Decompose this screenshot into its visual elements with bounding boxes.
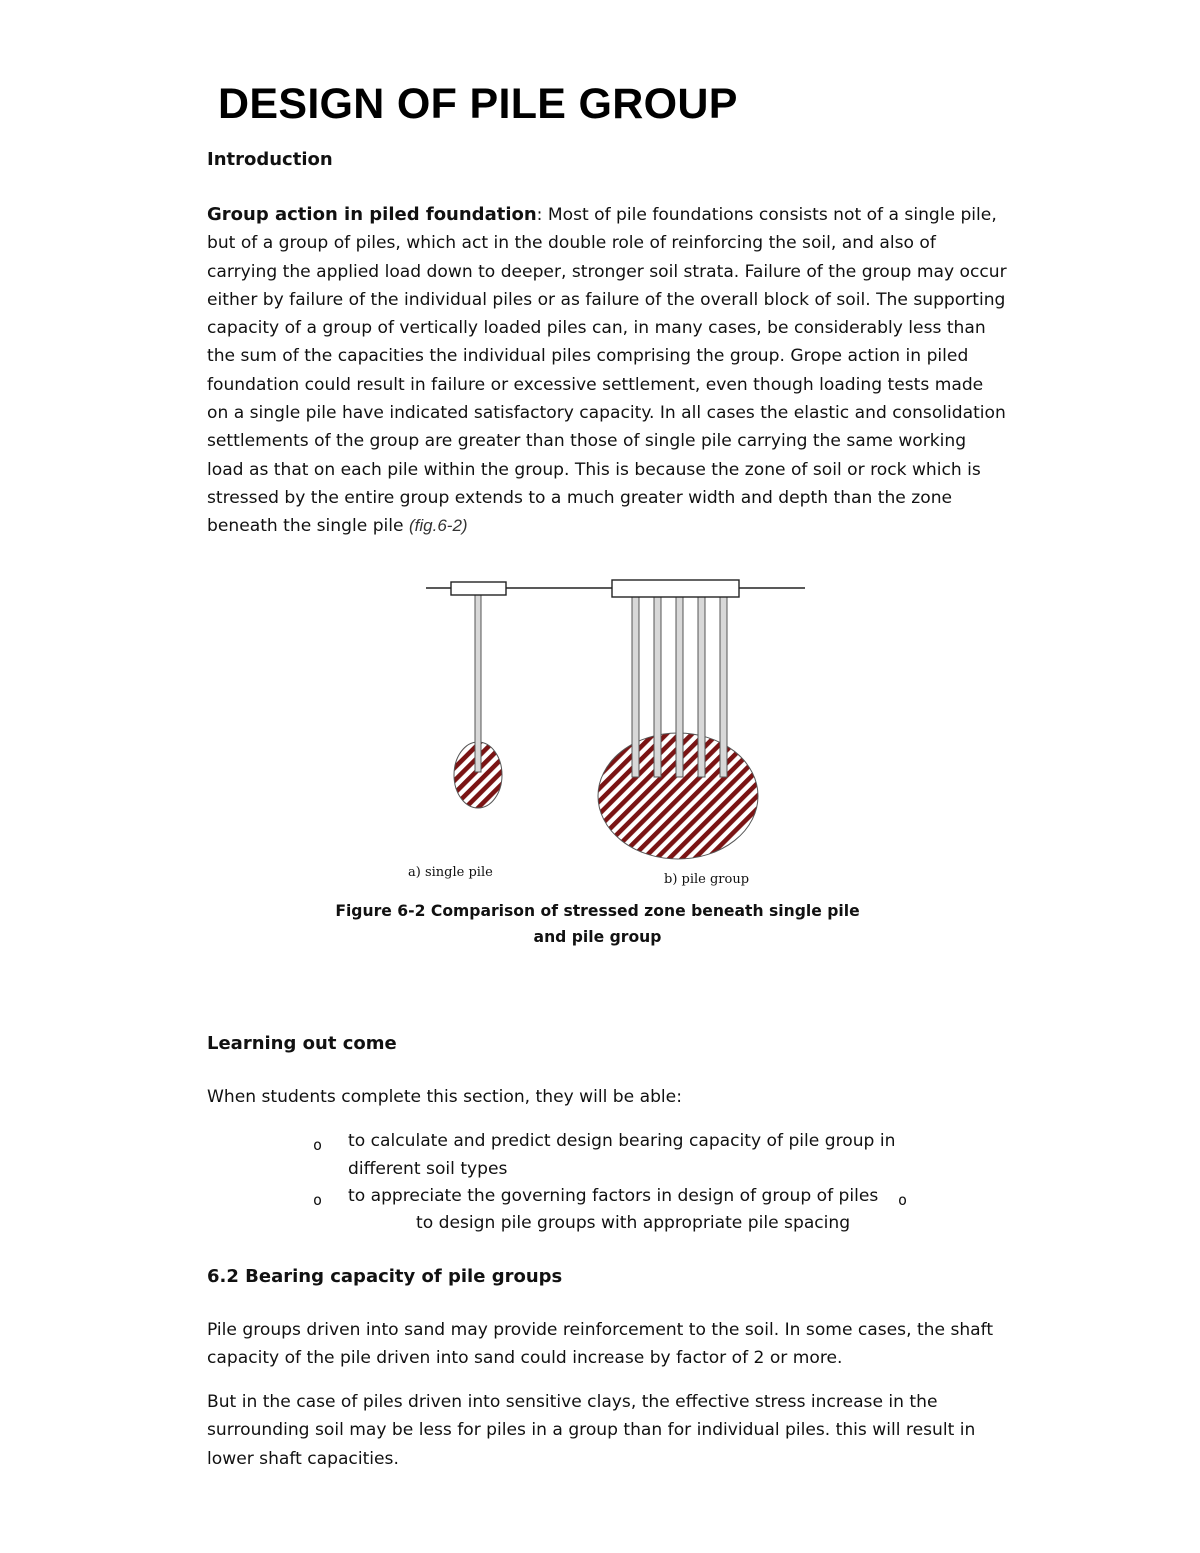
group-action-lead: Group action in piled foundation (207, 204, 537, 225)
label-pile-group: b) pile group (664, 872, 750, 887)
group-pile-shaft (632, 595, 639, 777)
bullet-marker: o (898, 1191, 908, 1209)
bullet-marker: o (313, 1191, 323, 1209)
list-item: to appreciate the governing factors in design of group of piles (348, 1186, 879, 1206)
pile-group-cap (612, 580, 739, 597)
learning-outcome-heading: Learning out come (207, 1033, 397, 1054)
group-pile-shaft (698, 595, 705, 777)
introduction-text: : Most of pile foundations consists not of a single pile, but of a group of piles, which act in the double role of reinforcing the soil, and also of carrying the applied load down to deeper, stronger soil strata. Failure of the group may occur either by failure of the individual piles or as failure of the overall block of soil. The supporting capacity of a group of vertically loaded piles can, in many cases, be considerably less than the sum of the capacities the individual piles comprising the group. Grope action in piled foundation could result in failure or excessive settlement, even though loading tests made on a single pile have indicated satisfactory capacity. In all cases the elastic and consolidation settlements of the group are greater than those of single pile carrying the same working load as that on each pile within the group. This is because the zone of soil or rock which is stressed by the entire group extends to a much greater width and depth than the zone beneath the single pile (207, 205, 1007, 537)
pile-comparison-figure (420, 570, 820, 900)
introduction-heading: Introduction (207, 149, 333, 170)
group-pile-shaft (676, 595, 683, 777)
group-pile-shaft (654, 595, 661, 777)
learning-intro: When students complete this section, they will be able: (207, 1087, 682, 1107)
figure-caption (300, 898, 895, 950)
single-pile-shaft (475, 594, 481, 772)
caption-line-2: and pile group (533, 928, 662, 946)
list-item: to calculate and predict design bearing capacity of pile group in (348, 1131, 896, 1151)
list-item: different soil types (348, 1159, 508, 1179)
bullet-marker: o (313, 1136, 323, 1154)
section-6-2-paragraph-2: But in the case of piles driven into sensitive clays, the effective stress increase in the surrounding soil may be less for piles in a group than for individual piles. this will result in lower shaft capacities. (207, 1392, 976, 1469)
group-pile-shaft (720, 595, 727, 777)
label-single-pile: a) single pile (408, 865, 493, 880)
introduction-paragraph (207, 201, 1007, 541)
list-item: to design pile groups with appropriate pile spacing (416, 1213, 851, 1233)
page-title: DESIGN OF PILE GROUP (218, 80, 738, 128)
section-6-2-paragraph-1: Pile groups driven into sand may provide reinforcement to the soil. In some cases, the shaft capacity of the pile driven into sand could increase by factor of 2 or more. (207, 1320, 994, 1369)
single-pile-cap (451, 582, 506, 595)
figure-reference: (fig.6-2) (409, 516, 468, 536)
caption-line-1: Figure 6-2 Comparison of stressed zone beneath single pile (335, 902, 860, 920)
section-6-2-heading: 6.2 Bearing capacity of pile groups (207, 1266, 563, 1287)
